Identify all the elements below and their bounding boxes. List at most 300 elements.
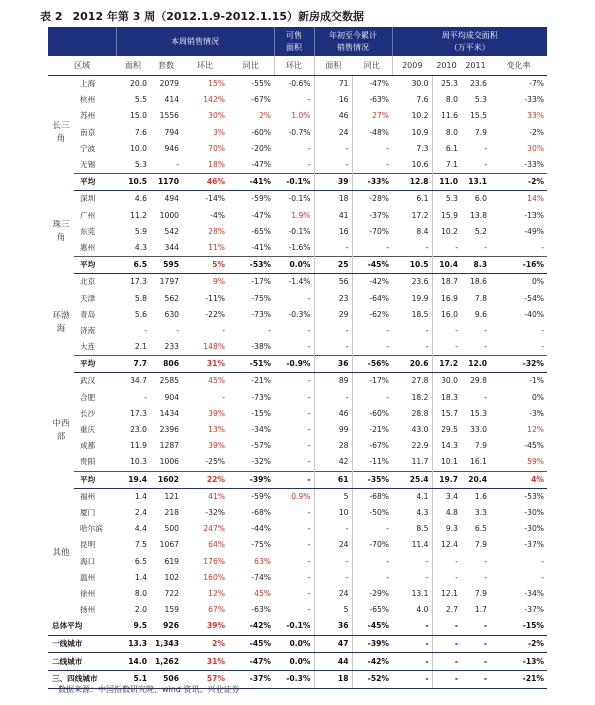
ytd-yoy-cell: -47% bbox=[352, 76, 392, 93]
mom-cell: 142% bbox=[203, 95, 225, 105]
average-avg-2011-cell: 8.3 bbox=[461, 257, 490, 274]
ytd-area-cell: 28 bbox=[314, 438, 352, 454]
ytd-yoy-cell: -42% bbox=[352, 274, 392, 291]
avg-2011-cell: - bbox=[484, 160, 487, 170]
available-mom-cell: 0.0% bbox=[274, 653, 314, 671]
yoy-cell: -75% bbox=[251, 293, 271, 303]
avg-2010-cell: 18.7 bbox=[432, 274, 461, 291]
units-cell: 1434 bbox=[159, 408, 179, 418]
city-cell: 广州 bbox=[80, 210, 96, 220]
change-rate-cell: -13% bbox=[490, 653, 547, 671]
units-cell: 500 bbox=[164, 524, 179, 534]
avg-2009-cell: - bbox=[425, 242, 429, 252]
average-avg-2009-cell: 20.6 bbox=[392, 356, 432, 373]
area-cell: 5.9 bbox=[134, 226, 147, 236]
average-city-cell: 平均 bbox=[74, 471, 116, 488]
avg-2011-cell: 5.3 bbox=[474, 95, 487, 105]
area-cell: 7.5 bbox=[134, 540, 147, 550]
avg-2010-cell: 16.0 bbox=[432, 307, 461, 323]
available-mom-cell: -0.1% bbox=[274, 618, 314, 635]
avg-2010-cell: 10.2 bbox=[432, 224, 461, 240]
city-cell: 上海 bbox=[80, 79, 96, 89]
col-area: 面积 bbox=[116, 56, 150, 76]
units-cell: 722 bbox=[164, 588, 179, 598]
change-rate-cell: -7% bbox=[529, 79, 544, 89]
area-cell: - bbox=[144, 392, 147, 402]
avg-2010-cell: 12.1 bbox=[432, 586, 461, 602]
average-available-mom-cell: - bbox=[274, 471, 314, 488]
avg-2011-cell: - bbox=[484, 325, 487, 335]
mom-cell: -32% bbox=[205, 507, 225, 517]
avg-2009-cell: 4.0 bbox=[416, 605, 429, 615]
avg-2010-cell: 8.0 bbox=[432, 92, 461, 108]
yoy-cell: -21% bbox=[251, 376, 271, 386]
avg-2010-cell: 10.1 bbox=[432, 454, 461, 471]
avg-2011-cell: - bbox=[484, 342, 487, 352]
available-mom-cell: - bbox=[307, 392, 311, 402]
city-cell: 贵阳 bbox=[80, 457, 96, 467]
units-cell: 1287 bbox=[159, 441, 179, 451]
mom-cell: 176% bbox=[203, 556, 225, 566]
available-mom-cell: - bbox=[307, 605, 311, 615]
avg-2009-cell: 28.8 bbox=[411, 408, 429, 418]
area-cell: 2.0 bbox=[134, 605, 147, 615]
avg-2010-cell: 18.3 bbox=[432, 390, 461, 406]
avg-2010-cell: 9.3 bbox=[432, 521, 461, 537]
average-city-cell: 平均 bbox=[74, 257, 116, 274]
avg-2009-cell: 10.9 bbox=[411, 127, 429, 137]
mom-cell: 9% bbox=[212, 277, 225, 287]
ytd-yoy-cell: -11% bbox=[352, 454, 392, 471]
header-available-area: 可售 面积 bbox=[274, 27, 314, 56]
area-cell: 14.0 bbox=[116, 653, 150, 671]
city-cell: 东莞 bbox=[80, 226, 96, 236]
region-label: 环渤海 bbox=[52, 311, 70, 335]
col-region: 区域 bbox=[48, 56, 116, 76]
ytd-area-cell: 5 bbox=[314, 602, 352, 618]
table-row bbox=[48, 141, 547, 157]
table-row bbox=[48, 125, 547, 141]
change-rate-cell: -2% bbox=[490, 635, 547, 653]
header-weekly-sales: 本周销售情况 bbox=[116, 27, 274, 56]
avg-2009-cell: 11.4 bbox=[411, 540, 429, 550]
table-row bbox=[48, 323, 547, 339]
area-cell: 10.3 bbox=[130, 457, 147, 467]
table-row bbox=[48, 537, 547, 553]
ytd-area-cell: 18 bbox=[314, 670, 352, 688]
average-ytd-area-cell: 36 bbox=[314, 356, 352, 373]
area-cell: 5.6 bbox=[134, 309, 147, 319]
ytd-area-cell: - bbox=[314, 390, 352, 406]
yoy-cell: -67% bbox=[251, 95, 271, 105]
average-ytd-area-cell: 39 bbox=[314, 174, 352, 191]
table-row bbox=[48, 373, 547, 390]
yoy-cell: -37% bbox=[228, 670, 274, 688]
data-source-note: 数据来源：中国指数研究院、wind 资讯、兴业证券 bbox=[58, 685, 240, 694]
ytd-yoy-cell: -29% bbox=[352, 586, 392, 602]
change-rate-cell: -53% bbox=[524, 491, 544, 501]
change-rate-cell: 14% bbox=[527, 194, 544, 204]
header-ytd-sales: 年初至今累计 销售情况 bbox=[314, 27, 392, 56]
available-mom-cell: - bbox=[307, 160, 311, 170]
available-mom-cell: -0.1% bbox=[288, 194, 311, 204]
yoy-cell: -32% bbox=[251, 457, 271, 467]
yoy-cell: -42% bbox=[228, 618, 274, 635]
city-cell: 福州 bbox=[80, 491, 96, 501]
units-cell: 1556 bbox=[159, 111, 179, 121]
table-row bbox=[48, 92, 547, 108]
average-units-cell: 595 bbox=[150, 257, 182, 274]
summary-row bbox=[48, 653, 547, 671]
average-ytd-yoy-cell: -33% bbox=[352, 174, 392, 191]
average-avg-2011-cell: 20.4 bbox=[461, 471, 490, 488]
mom-cell: 30% bbox=[208, 111, 225, 121]
avg-2011-cell: 3.3 bbox=[474, 507, 487, 517]
avg-2009-cell: 7.3 bbox=[416, 143, 429, 153]
avg-2011-cell: 16.1 bbox=[470, 457, 487, 467]
change-rate-cell: 33% bbox=[527, 111, 544, 121]
table-row bbox=[48, 406, 547, 422]
table-row bbox=[48, 157, 547, 174]
average-available-mom-cell: 0.0% bbox=[274, 257, 314, 274]
yoy-cell: -68% bbox=[251, 507, 271, 517]
city-cell: 北京 bbox=[80, 277, 96, 287]
area-cell: 4.4 bbox=[134, 524, 147, 534]
table-row bbox=[48, 290, 547, 306]
available-mom-cell: - bbox=[307, 342, 311, 352]
ytd-area-cell: 99 bbox=[314, 422, 352, 438]
col-mom: 环比 bbox=[182, 56, 228, 76]
city-cell: 扬州 bbox=[80, 605, 96, 615]
avg-2010-cell: - bbox=[432, 570, 461, 586]
change-rate-cell: - bbox=[541, 556, 544, 566]
ytd-yoy-cell: -70% bbox=[352, 224, 392, 240]
yoy-cell: -63% bbox=[251, 605, 271, 615]
area-cell: - bbox=[144, 325, 147, 335]
avg-2009-cell: 17.2 bbox=[411, 210, 429, 220]
area-cell: 17.3 bbox=[130, 277, 147, 287]
change-rate-cell: -45% bbox=[524, 441, 544, 451]
region-label: 其他 bbox=[52, 547, 70, 558]
mom-cell: 67% bbox=[208, 605, 225, 615]
avg-2009-cell: 7.6 bbox=[416, 95, 429, 105]
mom-cell: 160% bbox=[203, 572, 225, 582]
average-change-rate-cell: -32% bbox=[490, 356, 547, 373]
units-cell: - bbox=[176, 325, 179, 335]
avg-2010-cell: 30.0 bbox=[432, 373, 461, 390]
table-row bbox=[48, 570, 547, 586]
ytd-area-cell: - bbox=[314, 240, 352, 257]
units-cell: 1,343 bbox=[150, 635, 182, 653]
mom-cell: 28% bbox=[208, 226, 225, 236]
mom-cell: 13% bbox=[208, 425, 225, 435]
area-cell: 4.3 bbox=[134, 242, 147, 252]
ytd-yoy-cell: -63% bbox=[352, 92, 392, 108]
table-number: 表 2 bbox=[40, 10, 63, 23]
table-row bbox=[48, 307, 547, 323]
change-rate-cell: 12% bbox=[527, 425, 544, 435]
avg-2011-cell: 1.7 bbox=[474, 605, 487, 615]
average-ytd-yoy-cell: -35% bbox=[352, 471, 392, 488]
area-cell: 1.4 bbox=[134, 572, 147, 582]
ytd-area-cell: 89 bbox=[314, 373, 352, 390]
average-yoy-cell: -41% bbox=[228, 174, 274, 191]
city-cell: 济南 bbox=[80, 325, 96, 335]
avg-2011-cell: - bbox=[484, 572, 487, 582]
yoy-cell: -47% bbox=[251, 210, 271, 220]
ytd-area-cell: 44 bbox=[314, 653, 352, 671]
ytd-yoy-cell: -64% bbox=[352, 290, 392, 306]
avg-2009-cell: 10.2 bbox=[411, 111, 429, 121]
mom-cell: 41% bbox=[208, 491, 225, 501]
ytd-area-cell: 56 bbox=[314, 274, 352, 291]
ytd-area-cell: 24 bbox=[314, 537, 352, 553]
avg-2010-cell: 14.3 bbox=[432, 438, 461, 454]
table-row bbox=[48, 274, 547, 291]
yoy-cell: -45% bbox=[228, 635, 274, 653]
city-cell: 无锡 bbox=[80, 160, 96, 170]
average-units-cell: 1602 bbox=[150, 471, 182, 488]
avg-2009-cell: 30.0 bbox=[411, 79, 429, 89]
avg-2010-cell: 12.4 bbox=[432, 537, 461, 553]
header-blank bbox=[48, 27, 116, 56]
col-available-mom: 环比 bbox=[274, 56, 314, 76]
area-cell: 6.5 bbox=[134, 556, 147, 566]
avg-2011-cell: 15.3 bbox=[470, 408, 487, 418]
available-mom-cell: - bbox=[307, 507, 311, 517]
table-caption bbox=[40, 8, 364, 24]
change-rate-cell: - bbox=[541, 342, 544, 352]
average-mom-cell: 22% bbox=[182, 471, 228, 488]
units-cell: 218 bbox=[164, 507, 179, 517]
avg-2009-cell: 43.0 bbox=[411, 425, 429, 435]
region-label: 珠三角 bbox=[52, 220, 70, 244]
ytd-area-cell: 24 bbox=[314, 586, 352, 602]
avg-2009-cell: 27.8 bbox=[411, 376, 429, 386]
city-cell: 青岛 bbox=[80, 309, 96, 319]
city-cell: 成都 bbox=[80, 441, 96, 451]
average-avg-2009-cell: 12.8 bbox=[392, 174, 432, 191]
available-mom-cell: - bbox=[307, 95, 311, 105]
available-mom-cell: -0.3% bbox=[274, 670, 314, 688]
average-avg-2010-cell: 17.2 bbox=[432, 356, 461, 373]
yoy-cell: -15% bbox=[251, 408, 271, 418]
units-cell: 1,262 bbox=[150, 653, 182, 671]
ytd-yoy-cell: - bbox=[352, 553, 392, 569]
ytd-area-cell: 24 bbox=[314, 125, 352, 141]
avg-2009-cell: - bbox=[425, 572, 429, 582]
avg-2011-cell: - bbox=[484, 392, 487, 402]
table-row bbox=[48, 586, 547, 602]
avg-2010-cell: 6.1 bbox=[432, 141, 461, 157]
units-cell: 102 bbox=[164, 572, 179, 582]
area-cell: 1.4 bbox=[134, 491, 147, 501]
yoy-cell: -65% bbox=[251, 226, 271, 236]
ytd-area-cell: 41 bbox=[314, 208, 352, 224]
ytd-area-cell: - bbox=[314, 157, 352, 174]
ytd-area-cell: 5 bbox=[314, 488, 352, 505]
yoy-cell: -34% bbox=[251, 425, 271, 435]
avg-2010-cell: - bbox=[432, 618, 461, 635]
avg-2009-cell: 4.1 bbox=[416, 491, 429, 501]
city-cell: 昆明 bbox=[80, 540, 96, 550]
area-cell: 17.3 bbox=[130, 408, 147, 418]
average-available-mom-cell: -0.9% bbox=[274, 356, 314, 373]
city-cell: 重庆 bbox=[80, 425, 96, 435]
city-cell: 海口 bbox=[80, 556, 96, 566]
units-cell: 494 bbox=[164, 194, 179, 204]
units-cell: 630 bbox=[164, 309, 179, 319]
ytd-yoy-cell: - bbox=[352, 157, 392, 174]
mom-cell: 57% bbox=[182, 670, 228, 688]
ytd-area-cell: - bbox=[314, 339, 352, 356]
yoy-cell: -47% bbox=[228, 653, 274, 671]
avg-2011-cell: 1.6 bbox=[474, 491, 487, 501]
average-units-cell: 806 bbox=[150, 356, 182, 373]
city-cell: 苏州 bbox=[80, 111, 96, 121]
ytd-yoy-cell: -52% bbox=[352, 670, 392, 688]
avg-2011-cell: - bbox=[484, 556, 487, 566]
average-city-cell: 平均 bbox=[74, 356, 116, 373]
avg-2011-cell: 13.8 bbox=[470, 210, 487, 220]
area-cell: 7.6 bbox=[134, 127, 147, 137]
available-mom-cell: - bbox=[307, 457, 311, 467]
ytd-yoy-cell: -70% bbox=[352, 537, 392, 553]
units-cell: 2079 bbox=[159, 79, 179, 89]
yoy-cell: -59% bbox=[251, 491, 271, 501]
average-area-cell: 6.5 bbox=[116, 257, 150, 274]
available-mom-cell: - bbox=[307, 540, 311, 550]
average-row bbox=[48, 356, 547, 373]
avg-2009-cell: - bbox=[425, 325, 429, 335]
change-rate-cell: -30% bbox=[524, 524, 544, 534]
available-mom-cell: - bbox=[307, 441, 311, 451]
yoy-cell: -55% bbox=[251, 79, 271, 89]
area-cell: 4.6 bbox=[134, 194, 147, 204]
area-cell: 9.5 bbox=[116, 618, 150, 635]
change-rate-cell: -3% bbox=[529, 408, 544, 418]
avg-2010-cell: 3.4 bbox=[432, 488, 461, 505]
mom-cell: 39% bbox=[208, 408, 225, 418]
ytd-area-cell: - bbox=[314, 570, 352, 586]
change-rate-cell: -13% bbox=[524, 210, 544, 220]
available-mom-cell: - bbox=[307, 524, 311, 534]
avg-2010-cell: 8.0 bbox=[432, 125, 461, 141]
area-cell: 15.0 bbox=[130, 111, 147, 121]
available-mom-cell: - bbox=[307, 556, 311, 566]
units-cell: - bbox=[176, 160, 179, 170]
area-cell: 34.7 bbox=[130, 376, 147, 386]
average-change-rate-cell: -16% bbox=[490, 257, 547, 274]
average-ytd-yoy-cell: -45% bbox=[352, 257, 392, 274]
avg-2009-cell: 19.9 bbox=[411, 293, 429, 303]
ytd-yoy-cell: - bbox=[352, 141, 392, 157]
average-avg-2010-cell: 19.7 bbox=[432, 471, 461, 488]
average-ytd-area-cell: 61 bbox=[314, 471, 352, 488]
units-cell: 2396 bbox=[159, 425, 179, 435]
area-cell: 11.2 bbox=[130, 210, 147, 220]
ytd-yoy-cell: - bbox=[352, 390, 392, 406]
yoy-cell: -74% bbox=[251, 572, 271, 582]
avg-2010-cell: 15.7 bbox=[432, 406, 461, 422]
ytd-area-cell: 46 bbox=[314, 406, 352, 422]
area-cell: 5.8 bbox=[134, 293, 147, 303]
area-cell: 5.1 bbox=[116, 670, 150, 688]
mom-cell: 64% bbox=[208, 540, 225, 550]
mom-cell: -14% bbox=[205, 194, 225, 204]
avg-2009-cell: 23.6 bbox=[411, 277, 429, 287]
table-row bbox=[48, 208, 547, 224]
change-rate-cell: -15% bbox=[490, 618, 547, 635]
city-cell: 惠州 bbox=[80, 242, 96, 252]
table-row bbox=[48, 553, 547, 569]
ytd-yoy-cell: -50% bbox=[352, 505, 392, 521]
avg-2011-cell: 29.8 bbox=[470, 376, 487, 386]
mom-cell: 11% bbox=[208, 242, 225, 252]
area-cell: 11.9 bbox=[130, 441, 147, 451]
yoy-cell: -41% bbox=[251, 242, 271, 252]
avg-2009-cell: 8.4 bbox=[416, 226, 429, 236]
avg-2009-cell: - bbox=[392, 635, 432, 653]
change-rate-cell: -2% bbox=[529, 127, 544, 137]
mom-cell: 31% bbox=[182, 653, 228, 671]
units-cell: 1006 bbox=[159, 457, 179, 467]
area-cell: 13.3 bbox=[116, 635, 150, 653]
avg-2010-cell: - bbox=[432, 635, 461, 653]
ytd-area-cell: 46 bbox=[314, 108, 352, 124]
yoy-cell: 45% bbox=[254, 588, 271, 598]
units-cell: 1797 bbox=[159, 277, 179, 287]
avg-2010-cell: - bbox=[432, 670, 461, 688]
ytd-area-cell: 29 bbox=[314, 307, 352, 323]
yoy-cell: -47% bbox=[251, 160, 271, 170]
units-cell: 233 bbox=[164, 342, 179, 352]
units-cell: 619 bbox=[164, 556, 179, 566]
avg-2010-cell: 25.3 bbox=[432, 76, 461, 93]
average-city-cell: 平均 bbox=[74, 174, 116, 191]
summary-label: 一线城市 bbox=[48, 635, 116, 653]
avg-2011-cell: - bbox=[484, 143, 487, 153]
summary-label: 总体平均 bbox=[48, 618, 116, 635]
area-cell: 5.3 bbox=[134, 160, 147, 170]
region-label: 长三角 bbox=[52, 121, 70, 145]
mom-cell: -11% bbox=[205, 293, 225, 303]
available-mom-cell: - bbox=[307, 588, 311, 598]
average-units-cell: 1170 bbox=[150, 174, 182, 191]
ytd-yoy-cell: - bbox=[352, 521, 392, 537]
avg-2011-cell: 5.2 bbox=[474, 226, 487, 236]
average-area-cell: 10.5 bbox=[116, 174, 150, 191]
table-row bbox=[48, 339, 547, 356]
change-rate-cell: - bbox=[541, 325, 544, 335]
average-avg-2011-cell: 12.0 bbox=[461, 356, 490, 373]
units-cell: 1000 bbox=[159, 210, 179, 220]
ytd-yoy-cell: -68% bbox=[352, 488, 392, 505]
city-cell: 武汉 bbox=[80, 376, 96, 386]
avg-2009-cell: 8.5 bbox=[416, 524, 429, 534]
ytd-yoy-cell: -42% bbox=[352, 653, 392, 671]
change-rate-cell: -40% bbox=[524, 309, 544, 319]
avg-2009-cell: 4.3 bbox=[416, 507, 429, 517]
units-cell: 562 bbox=[164, 293, 179, 303]
units-cell: 1067 bbox=[159, 540, 179, 550]
avg-2010-cell: 29.5 bbox=[432, 422, 461, 438]
avg-2011-cell: 7.9 bbox=[474, 540, 487, 550]
available-mom-cell: 0.0% bbox=[274, 635, 314, 653]
change-rate-cell: -1% bbox=[529, 376, 544, 386]
units-cell: 344 bbox=[164, 242, 179, 252]
avg-2010-cell: 11.6 bbox=[432, 108, 461, 124]
